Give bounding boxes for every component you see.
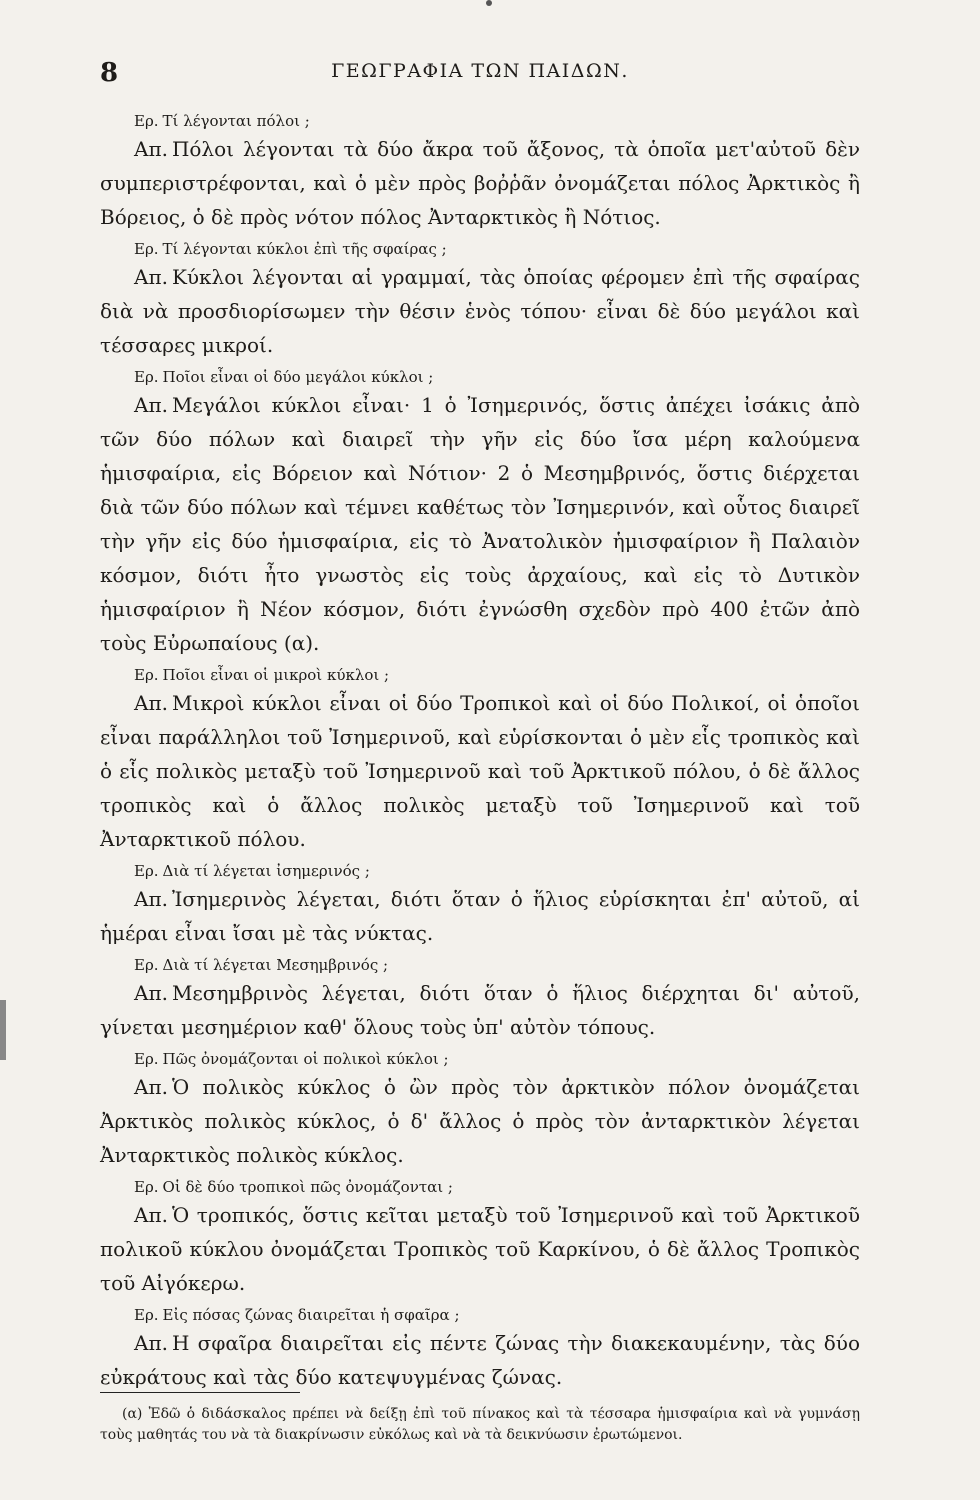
qa-body [100, 110, 860, 1398]
question [100, 1304, 860, 1326]
question [100, 664, 860, 686]
page-header [100, 58, 860, 88]
question [100, 860, 860, 882]
answer-label: Απ. [134, 265, 168, 289]
answer [100, 882, 860, 950]
question-label: Ερ. [134, 862, 159, 880]
answer-text: Η σφαῖρα διαιρεῖται εἰς πέντε ζώνας τὴν διακεκαυμένην, τὰς δύο εὐκράτους καὶ τὰς δύο κατεψυγμένας ζώνας. [100, 1331, 860, 1389]
ink-speck [486, 0, 492, 6]
question-text: Ποῖοι εἶναι οἱ δύο μεγάλοι κύκλοι ; [162, 368, 434, 386]
answer-text: Ὁ πολικὸς κύκλος ὁ ὢν πρὸς τὸν ἀρκτικὸν πόλον ὀνομάζεται Ἀρκτικὸς πολικὸς κύκλος, ὁ δ' ἄλλος ὁ πρὸς τὸν ἀνταρκτικὸν λέγεται Ἀνταρκτικὸς πολικὸς κύκλος. [100, 1075, 860, 1167]
question-text: Τί λέγονται κύκλοι ἐπὶ τῆς σφαίρας ; [162, 240, 447, 258]
question-text: Τί λέγονται πόλοι ; [162, 112, 310, 130]
answer [100, 388, 860, 660]
answer-label: Απ. [134, 691, 168, 715]
question [100, 1176, 860, 1198]
answer-text: Πόλοι λέγονται τὰ δύο ἄκρα τοῦ ἄξονος, τὰ ὁποῖα μετ'αὐτοῦ δὲν συμπεριστρέφονται, καὶ ὁ μὲν πρὸς βοῤῥᾶν ὀνομάζεται πόλος Ἀρκτικὸς ἢ Βόρειος, ὁ δὲ πρὸς νότον πόλος Ἀνταρκτικὸς ἢ Νότιος. [100, 137, 860, 229]
question-text: Διὰ τί λέγεται ἰσημερινός ; [162, 862, 370, 880]
question [100, 954, 860, 976]
answer-text: Μικροὶ κύκλοι εἶναι οἱ δύο Τροπικοὶ καὶ οἱ δύο Πολικοί, οἱ ὁποῖοι εἶναι παράλληλοι τοῦ Ἰσημερινοῦ, καὶ εὑρίσκονται ὁ μὲν εἷς τροπικὸς καὶ ὁ εἷς πολικὸς μεταξὺ τοῦ Ἰσημερινοῦ καὶ τοῦ Ἀρκτικοῦ πόλου, ὁ δὲ ἄλλος τροπικὸς καὶ ὁ ἄλλος πολικὸς μεταξὺ τοῦ Ἰσημερινοῦ καὶ τοῦ Ἀνταρκτικοῦ πόλου. [100, 691, 860, 851]
answer [100, 1070, 860, 1172]
answer [100, 1198, 860, 1300]
answer [100, 260, 860, 362]
question-text: Διὰ τί λέγεται Μεσημβρινός ; [162, 956, 389, 974]
answer [100, 1326, 860, 1394]
answer-label: Απ. [134, 393, 168, 417]
question [100, 110, 860, 132]
answer-text: Ἰσημερινὸς λέγεται, διότι ὅταν ὁ ἥλιος εὑρίσκηται ἐπ' αὐτοῦ, αἱ ἡμέραι εἶναι ἴσαι μὲ τὰς νύκτας. [100, 887, 860, 945]
answer-text: Ὁ τροπικός, ὅστις κεῖται μεταξὺ τοῦ Ἰσημερινοῦ καὶ τοῦ Ἀρκτικοῦ πολικοῦ κύκλου ὀνομάζεται Τροπικὸς τοῦ Καρκίνου, ὁ δὲ ἄλλος Τροπικὸς τοῦ Αἰγόκερω. [100, 1203, 860, 1295]
answer-label: Απ. [134, 1075, 168, 1099]
question-label: Ερ. [134, 368, 159, 386]
question-label: Ερ. [134, 1306, 159, 1324]
question-text: Οἱ δὲ δύο τροπικοὶ πῶς ὀνομάζονται ; [162, 1178, 453, 1196]
answer-text: Κύκλοι λέγονται αἱ γραμμαί, τὰς ὁποίας φέρομεν ἐπὶ τῆς σφαίρας διὰ νὰ προσδιορίσωμεν τὴν θέσιν ἑνὸς τόπου· εἶναι δὲ δύο μεγάλοι καὶ τέσσαρες μικροί. [100, 265, 860, 357]
footnote-rule [100, 1392, 300, 1393]
answer [100, 686, 860, 856]
question-text: Ποῖοι εἶναι οἱ μικροὶ κύκλοι ; [162, 666, 390, 684]
answer-text: Μεσημβρινὸς λέγεται, διότι ὅταν ὁ ἥλιος διέρχηται δι' αὐτοῦ, γίνεται μεσημέριον καθ' ὅλους τοὺς ὑπ' αὐτὸν τόπους. [100, 981, 860, 1039]
answer-label: Απ. [134, 887, 168, 911]
answer-label: Απ. [134, 137, 168, 161]
answer-label: Απ. [134, 981, 168, 1005]
question-label: Ερ. [134, 956, 159, 974]
page-number: 8 [100, 58, 119, 88]
running-title: ΓΕΩΓΡΑΦΙΑ ΤΩΝ ΠΑΙΔΩΝ. [331, 60, 629, 82]
question-text: Πῶς ὀνομάζονται οἱ πολικοὶ κύκλοι ; [162, 1050, 449, 1068]
question [100, 366, 860, 388]
question [100, 1048, 860, 1070]
binding-edge [0, 1000, 6, 1060]
answer [100, 976, 860, 1044]
answer-label: Απ. [134, 1331, 168, 1355]
question-text: Εἰς πόσας ζώνας διαιρεῖται ἡ σφαῖρα ; [162, 1306, 460, 1324]
question-label: Ερ. [134, 240, 159, 258]
answer [100, 132, 860, 234]
answer-label: Απ. [134, 1203, 168, 1227]
footnote: (α) Ἐδῶ ὁ διδάσκαλος πρέπει νὰ δείξῃ ἐπὶ τοῦ πίνακος καὶ τὰ τέσσαρα ἡμισφαίρια καὶ νὰ γυμνάσῃ τοὺς μαθητάς του νὰ τὰ διακρίνωσιν εὐκόλως καὶ νὰ τὰ δεικνύωσιν ἐρωτώμενοι. [100, 1406, 860, 1443]
question-label: Ερ. [134, 1050, 159, 1068]
question-label: Ερ. [134, 112, 159, 130]
question [100, 238, 860, 260]
answer-text: Μεγάλοι κύκλοι εἶναι· 1 ὁ Ἰσημερινός, ὅστις ἀπέχει ἰσάκις ἀπὸ τῶν δύο πόλων καὶ διαιρεῖ τὴν γῆν εἰς δύο ἴσα μέρη καλούμενα ἡμισφαίρια, εἰς Βόρειον καὶ Νότιον· 2 ὁ Μεσημβρινός, ὅστις διέρχεται διὰ τῶν δύο πόλων καὶ τέμνει καθέτως τὸν Ἰσημερινόν, καὶ οὗτος διαιρεῖ τὴν γῆν εἰς δύο ἡμισφαίρια, εἰς τὸ Ἀνατολικὸν ἡμισφαίριον ἢ Παλαιὸν κόσμον, διότι ἦτο γνωστὸς εἰς τοὺς ἀρχαίους, καὶ εἰς τὸ Δυτικὸν ἡμισφαίριον ἢ Νέον κόσμον, διότι ἐγνώσθη σχεδὸν πρὸ 400 ἐτῶν ἀπὸ τοὺς Εὐρωπαίους (α). [100, 393, 860, 655]
question-label: Ερ. [134, 1178, 159, 1196]
question-label: Ερ. [134, 666, 159, 684]
